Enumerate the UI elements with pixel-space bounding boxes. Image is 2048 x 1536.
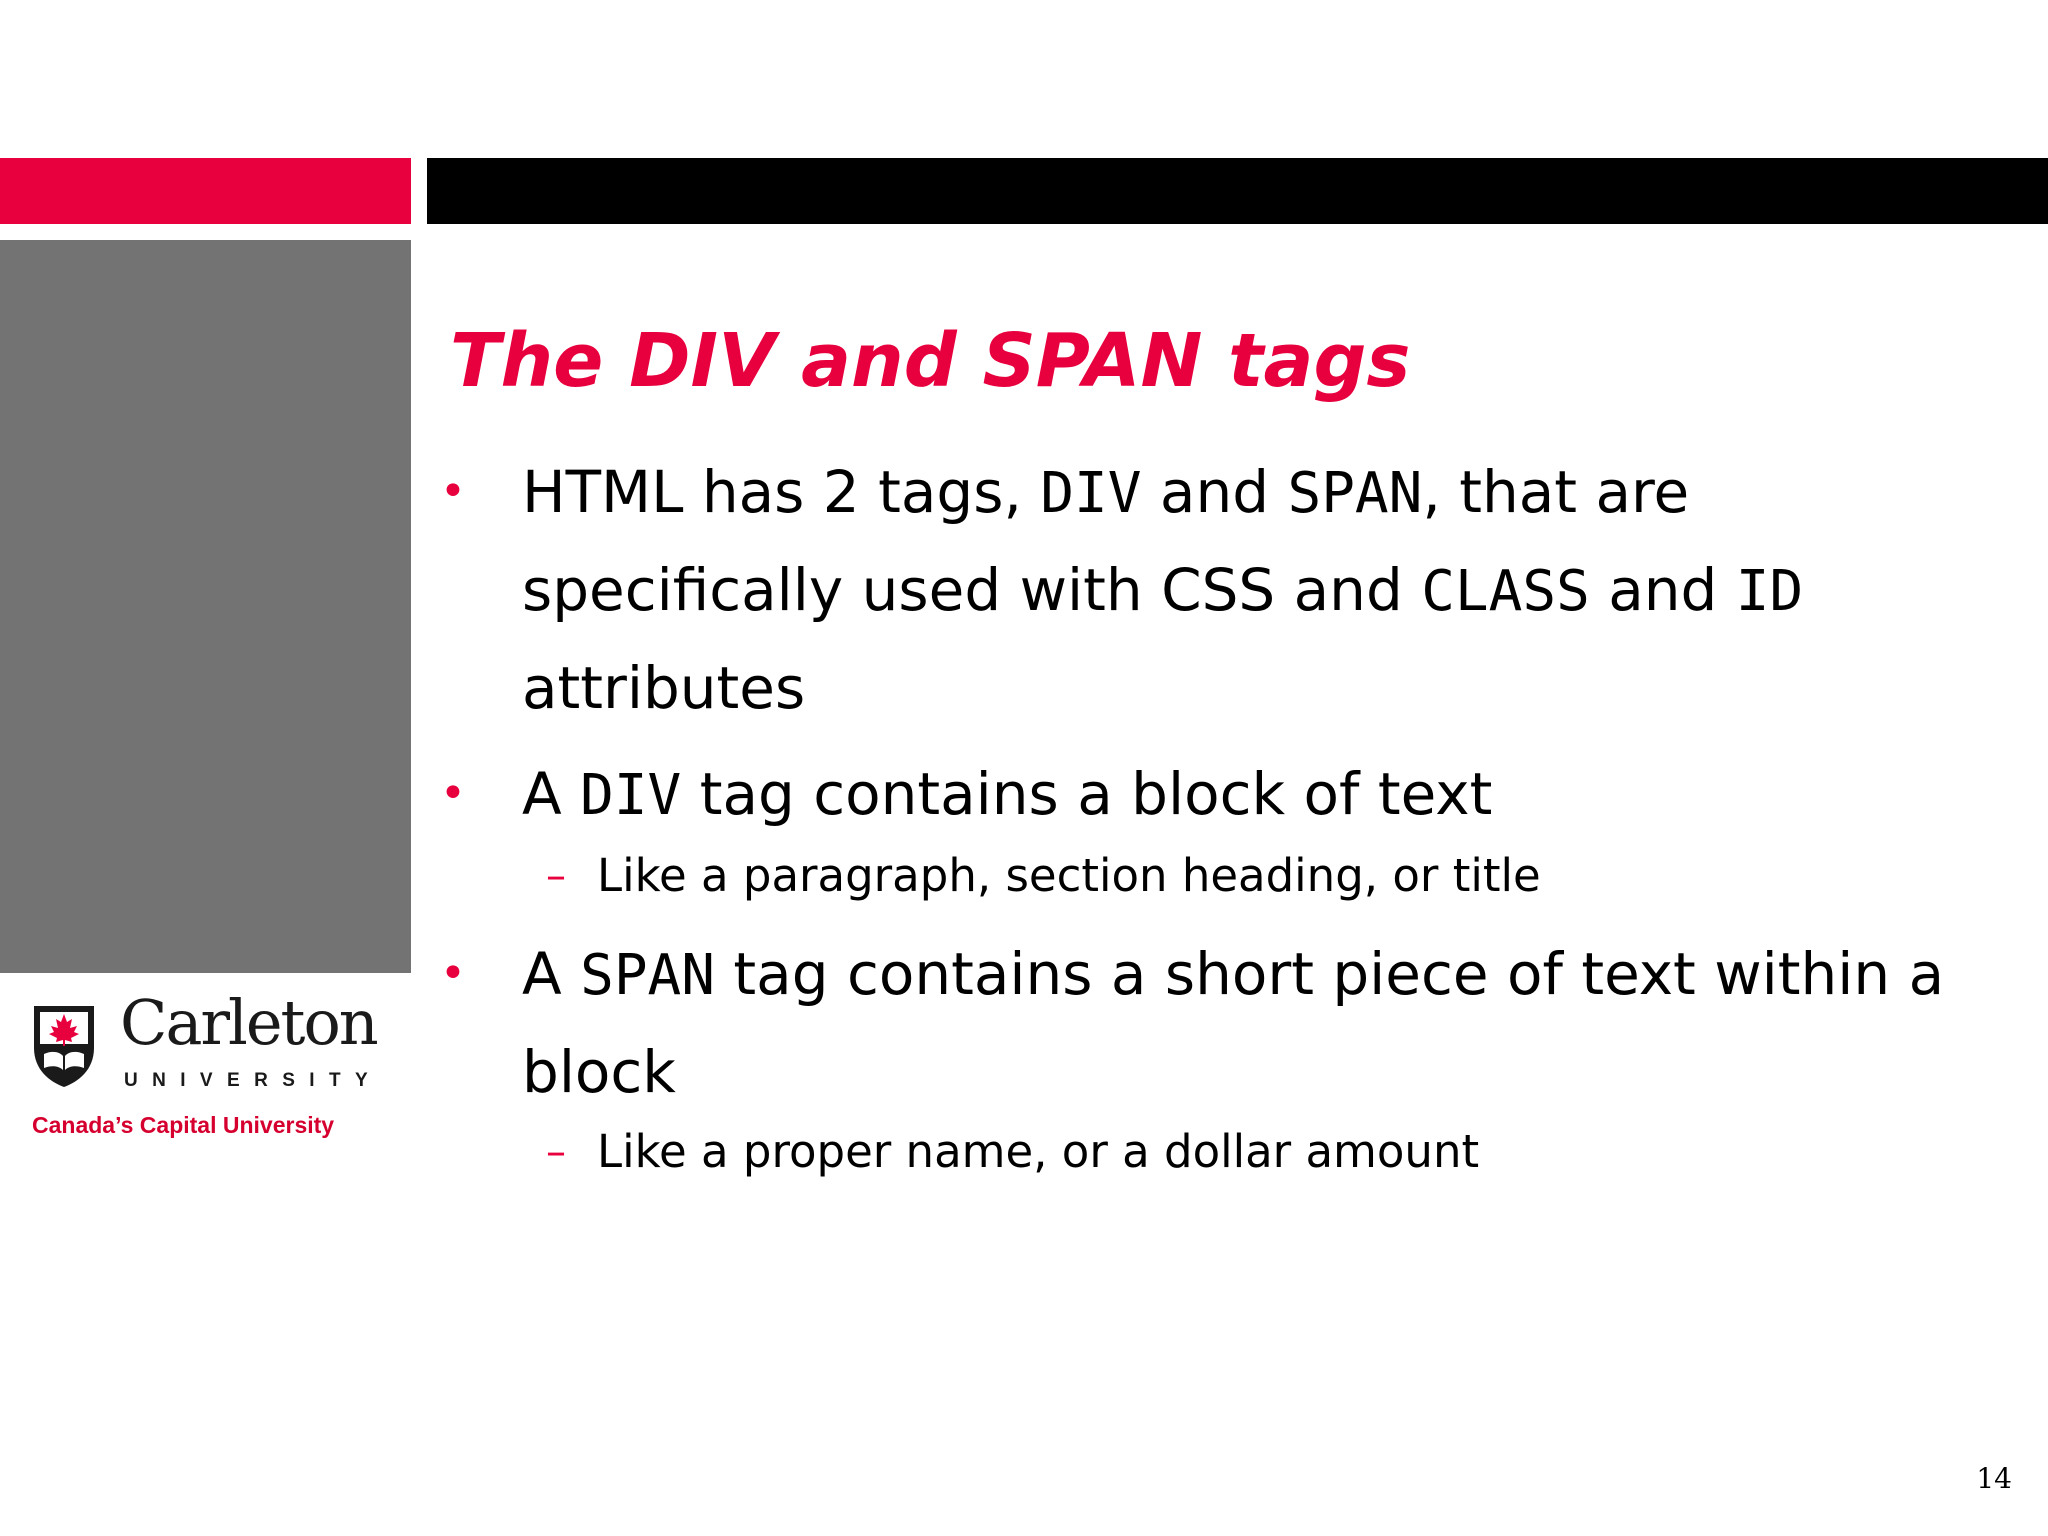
sub-bullet-text: Like a proper name, or a dollar amount xyxy=(597,1125,1480,1178)
code-text: SPAN xyxy=(1287,461,1423,526)
code-text: DIV xyxy=(580,763,682,828)
logo-university: UNIVERSITY xyxy=(124,1070,383,1091)
bullet-text: A SPAN tag contains a short piece of text within a block xyxy=(522,940,1945,1106)
page-number: 14 xyxy=(1976,1462,2012,1495)
code-text: CLASS xyxy=(1421,559,1590,624)
bullet-item xyxy=(440,926,2000,1120)
bullet-item xyxy=(440,444,2000,736)
bullet-item xyxy=(440,746,2000,844)
logo-wordmark: Carleton xyxy=(120,986,377,1059)
slide-title: The DIV and SPAN tags xyxy=(450,318,1411,404)
bullet-text: HTML has 2 tags, DIV and SPAN, that are specifically used with CSS and CLASS and ID attributes xyxy=(522,458,1804,722)
bullet-dot-icon: • xyxy=(440,948,466,999)
bullet-dot-icon: • xyxy=(440,466,466,517)
logo-tagline: Canada’s Capital University xyxy=(32,1112,335,1138)
bullet-text: A DIV tag contains a block of text xyxy=(522,760,1493,828)
shield-icon xyxy=(32,1004,96,1088)
dash-icon: – xyxy=(546,853,566,899)
code-text: SPAN xyxy=(580,943,715,1008)
sub-bullet-item xyxy=(440,844,2000,908)
dash-icon: – xyxy=(546,1129,566,1175)
side-grey-panel xyxy=(0,240,411,973)
code-text: DIV xyxy=(1040,461,1142,526)
carleton-logo xyxy=(32,986,392,1150)
sub-bullet-text: Like a paragraph, section heading, or title xyxy=(597,849,1541,902)
code-text: ID xyxy=(1735,559,1804,624)
bullet-dot-icon: • xyxy=(440,768,466,819)
sub-bullet-item xyxy=(440,1120,2000,1184)
slide-body xyxy=(440,444,2000,1184)
header-black-bar xyxy=(427,158,2048,224)
header-red-bar xyxy=(0,158,411,224)
